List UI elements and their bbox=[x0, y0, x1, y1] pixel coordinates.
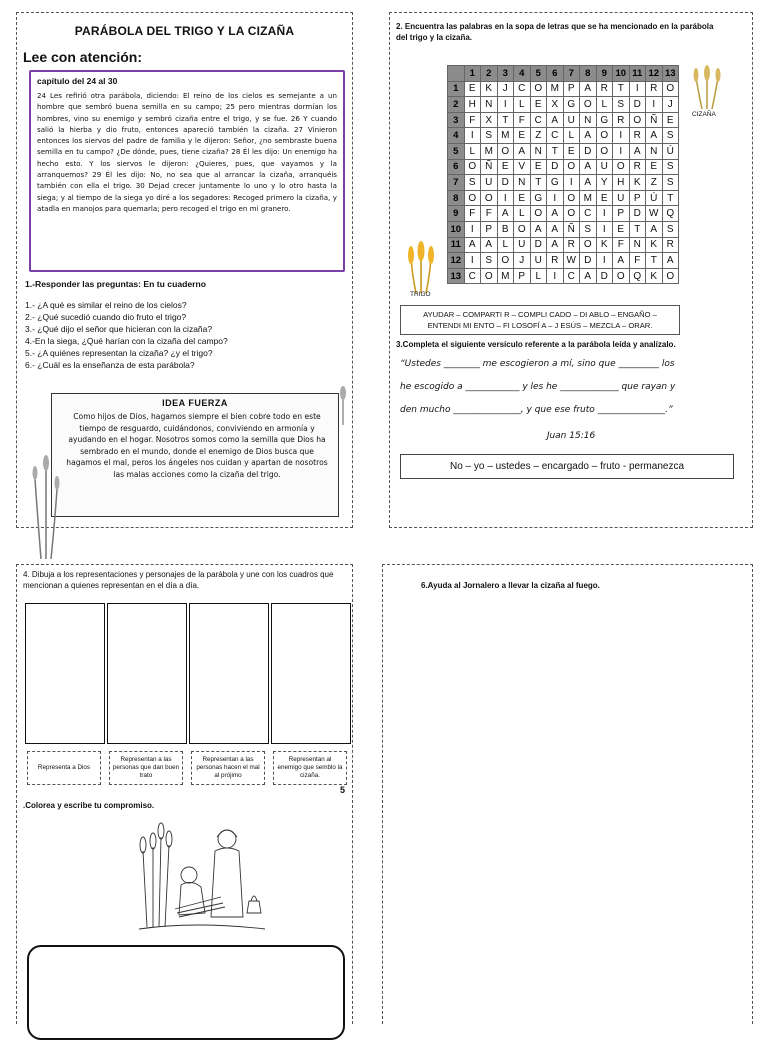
grid-letter-cell[interactable]: A bbox=[580, 175, 597, 191]
drawing-frame[interactable] bbox=[25, 603, 105, 744]
grid-letter-cell[interactable]: K bbox=[646, 268, 663, 284]
grid-letter-cell[interactable]: R bbox=[629, 159, 646, 175]
grid-row bbox=[448, 237, 679, 253]
grid-letter-cell[interactable]: R bbox=[629, 128, 646, 144]
grid-letter-cell[interactable]: F bbox=[613, 237, 630, 253]
grid-letter-cell[interactable]: I bbox=[596, 206, 613, 222]
word-list-box bbox=[400, 305, 680, 335]
grid-letter-cell[interactable]: L bbox=[514, 206, 531, 222]
grid-letter-cell[interactable]: R bbox=[613, 112, 630, 128]
grid-letter-cell[interactable]: O bbox=[613, 268, 630, 284]
grid-letter-cell[interactable]: E bbox=[530, 159, 547, 175]
grid-letter-cell[interactable]: Ñ bbox=[563, 221, 580, 237]
grid-letter-cell[interactable]: C bbox=[547, 128, 564, 144]
grid-letter-cell[interactable]: S bbox=[662, 221, 679, 237]
grid-letter-cell[interactable]: A bbox=[514, 143, 531, 159]
grid-column-header: 10 bbox=[613, 66, 630, 82]
grid-row-header: 4 bbox=[448, 128, 465, 144]
grid-letter-cell[interactable]: A bbox=[580, 128, 597, 144]
grid-letter-cell[interactable]: C bbox=[580, 206, 597, 222]
grid-letter-cell[interactable]: F bbox=[629, 253, 646, 269]
grid-row bbox=[448, 206, 679, 222]
grid-letter-cell[interactable]: N bbox=[481, 97, 498, 113]
grid-letter-cell[interactable]: I bbox=[547, 268, 564, 284]
grid-row bbox=[448, 143, 679, 159]
grid-letter-cell[interactable]: S bbox=[481, 128, 498, 144]
grid-letter-cell[interactable]: O bbox=[464, 190, 481, 206]
grid-letter-cell[interactable]: P bbox=[613, 206, 630, 222]
grid-row bbox=[448, 97, 679, 113]
grid-letter-cell[interactable]: A bbox=[646, 128, 663, 144]
grid-letter-cell[interactable]: A bbox=[613, 253, 630, 269]
grid-letter-cell[interactable]: L bbox=[514, 97, 531, 113]
grid-letter-cell[interactable]: N bbox=[580, 112, 597, 128]
verse-options-box: No – yo – ustedes – encargado – fruto - permanezca bbox=[400, 454, 734, 479]
grid-letter-cell[interactable]: K bbox=[646, 237, 663, 253]
commitment-writing-box[interactable] bbox=[27, 945, 345, 1040]
grid-letter-cell[interactable]: T bbox=[629, 221, 646, 237]
grid-letter-cell[interactable]: D bbox=[596, 268, 613, 284]
grid-row-header: 6 bbox=[448, 159, 465, 175]
grid-letter-cell[interactable]: W bbox=[646, 206, 663, 222]
grid-letter-cell[interactable]: N bbox=[514, 175, 531, 191]
grid-column-header: 8 bbox=[580, 66, 597, 82]
maze-panel bbox=[382, 564, 753, 1024]
grid-letter-cell[interactable]: Q bbox=[629, 268, 646, 284]
grid-letter-cell[interactable]: L bbox=[563, 128, 580, 144]
grid-letter-cell[interactable]: F bbox=[481, 206, 498, 222]
grid-letter-cell[interactable]: I bbox=[613, 128, 630, 144]
page-number: 5 bbox=[340, 785, 346, 795]
grid-letter-cell[interactable]: D bbox=[547, 159, 564, 175]
grid-letter-cell[interactable]: R bbox=[547, 253, 564, 269]
grid-letter-cell[interactable]: O bbox=[629, 112, 646, 128]
grid-letter-cell[interactable]: O bbox=[464, 159, 481, 175]
grid-row bbox=[448, 175, 679, 191]
idea-text: Como hijos de Dios, hagamos siempre el bien cobre todo en este tiempo de resguardo, cuidándonos, conviviendo en armonía y ayudando en el hogar. Nosotros somos como la semilla que Dios ha sembrado en el mundo, donde el enemigo de Dios busca que hagamos el mal, peros los ángeles nos cuidan y apartan de nosotros las malas acciones como la cizaña del trigo. bbox=[66, 412, 328, 479]
grid-letter-cell[interactable]: O bbox=[497, 253, 514, 269]
grid-letter-cell[interactable]: S bbox=[662, 175, 679, 191]
bible-passage-box bbox=[29, 70, 345, 272]
questions-heading: 1.-Responder las preguntas: En tu cuaderno bbox=[25, 279, 206, 289]
question-item: 2.- ¿Qué sucedió cuando dio fruto el trigo? bbox=[25, 312, 187, 322]
grid-letter-cell[interactable]: A bbox=[580, 268, 597, 284]
grid-letter-cell[interactable]: A bbox=[547, 206, 564, 222]
grid-letter-cell[interactable]: I bbox=[646, 97, 663, 113]
grid-letter-cell[interactable]: K bbox=[481, 81, 498, 97]
grid-letter-cell[interactable]: A bbox=[629, 143, 646, 159]
drawing-frame[interactable] bbox=[107, 603, 187, 744]
grid-column-header: 11 bbox=[629, 66, 646, 82]
word-search-panel bbox=[389, 12, 753, 528]
grid-letter-cell[interactable]: M bbox=[481, 143, 498, 159]
grid-letter-cell[interactable]: O bbox=[596, 128, 613, 144]
commitment-instruction: .Colorea y escribe tu compromiso. bbox=[23, 801, 155, 810]
grid-row bbox=[448, 159, 679, 175]
grid-letter-cell[interactable]: E bbox=[662, 112, 679, 128]
verse-line: “Ustedes ________ me escogieron a mí, sino que _________ los bbox=[400, 359, 675, 369]
harvest-scene-illustration bbox=[135, 817, 270, 941]
grid-letter-cell[interactable]: X bbox=[481, 112, 498, 128]
representation-card: Representan a las personas que dan buen trato bbox=[109, 751, 183, 785]
grid-letter-cell[interactable]: O bbox=[662, 268, 679, 284]
grid-letter-cell[interactable]: O bbox=[563, 159, 580, 175]
grid-column-header: 5 bbox=[530, 66, 547, 82]
grid-letter-cell[interactable]: I bbox=[563, 175, 580, 191]
grid-letter-cell[interactable]: O bbox=[563, 190, 580, 206]
grid-letter-cell[interactable]: C bbox=[563, 268, 580, 284]
grid-letter-cell[interactable]: C bbox=[530, 112, 547, 128]
question-item: 3.- ¿Qué dijo el señor que hicieran con la cizaña? bbox=[25, 324, 213, 334]
grid-row-header: 8 bbox=[448, 190, 465, 206]
grid-letter-cell[interactable]: I bbox=[464, 128, 481, 144]
grid-letter-cell[interactable]: O bbox=[481, 268, 498, 284]
grid-letter-cell[interactable]: Ñ bbox=[646, 112, 663, 128]
grid-letter-cell[interactable]: O bbox=[662, 81, 679, 97]
grid-row-header: 3 bbox=[448, 112, 465, 128]
grid-letter-cell[interactable]: B bbox=[497, 221, 514, 237]
grid-letter-cell[interactable]: S bbox=[464, 175, 481, 191]
grid-letter-cell[interactable]: R bbox=[646, 81, 663, 97]
grid-column-header: 3 bbox=[497, 66, 514, 82]
grid-letter-cell[interactable]: O bbox=[514, 221, 531, 237]
grid-letter-cell[interactable]: E bbox=[464, 81, 481, 97]
grid-row bbox=[448, 81, 679, 97]
grid-column-header: 4 bbox=[514, 66, 531, 82]
question-item: 1.- ¿A qué es similar el reino de los cielos? bbox=[25, 300, 187, 310]
grid-letter-cell[interactable]: Z bbox=[530, 128, 547, 144]
drawing-frame[interactable] bbox=[189, 603, 269, 744]
grid-row bbox=[448, 190, 679, 206]
grid-letter-cell[interactable]: R bbox=[662, 237, 679, 253]
wheat-left-icon bbox=[31, 439, 61, 559]
verse-line: he escogido a ____________ y les he _____________ que rayan y bbox=[400, 382, 676, 392]
grid-letter-cell[interactable]: J bbox=[662, 97, 679, 113]
grid-letter-cell[interactable]: G bbox=[596, 112, 613, 128]
grid-letter-cell[interactable]: O bbox=[613, 159, 630, 175]
grid-letter-cell[interactable]: K bbox=[596, 237, 613, 253]
grid-letter-cell[interactable]: U bbox=[596, 159, 613, 175]
grid-letter-cell[interactable]: L bbox=[530, 268, 547, 284]
grid-letter-cell[interactable]: F bbox=[464, 112, 481, 128]
reading-panel bbox=[16, 12, 353, 528]
verse-line: den mucho _______________, y que ese fruto _______________.” bbox=[400, 405, 673, 415]
trigo-label: TRIGO bbox=[410, 291, 431, 298]
grid-row-header: 7 bbox=[448, 175, 465, 191]
grid-letter-cell[interactable]: I bbox=[613, 143, 630, 159]
question-item: 6.- ¿Cuál es la enseñanza de esta parábola? bbox=[25, 360, 195, 370]
grid-row-header: 9 bbox=[448, 206, 465, 222]
grid-letter-cell[interactable]: F bbox=[464, 206, 481, 222]
grid-letter-cell[interactable]: P bbox=[514, 268, 531, 284]
grid-letter-cell[interactable]: O bbox=[530, 81, 547, 97]
grid-letter-cell[interactable]: S bbox=[481, 253, 498, 269]
grid-letter-cell[interactable]: O bbox=[497, 143, 514, 159]
grid-letter-cell[interactable]: T bbox=[646, 253, 663, 269]
cizana-label: CIZAÑA bbox=[692, 111, 716, 118]
grid-letter-cell[interactable]: Ñ bbox=[481, 159, 498, 175]
maze-instruction: 6.Ayuda al Jornalero a llevar la cizaña al fuego. bbox=[421, 581, 600, 590]
grid-letter-cell[interactable]: E bbox=[646, 159, 663, 175]
grid-row bbox=[448, 253, 679, 269]
grid-letter-cell[interactable]: O bbox=[563, 206, 580, 222]
grid-corner bbox=[448, 66, 465, 82]
question-item: 4.-En la siega, ¿Qué harían con la cizaña del campo? bbox=[25, 336, 228, 346]
idea-title: IDEA FUERZA bbox=[162, 398, 228, 408]
read-heading: Lee con atención: bbox=[23, 49, 143, 65]
verse-reference: Juan 15:16 bbox=[546, 431, 596, 441]
page-title: PARÁBOLA DEL TRIGO Y LA CIZAÑA bbox=[74, 24, 295, 38]
grid-column-header: 6 bbox=[547, 66, 564, 82]
representation-card: Representan a las personas hacen el mal al prójimo bbox=[191, 751, 265, 785]
grid-letter-cell[interactable]: A bbox=[580, 159, 597, 175]
grid-letter-cell[interactable]: E bbox=[530, 97, 547, 113]
cizana-plant-icon bbox=[690, 65, 724, 109]
representation-cards bbox=[27, 751, 347, 789]
grid-letter-cell[interactable]: D bbox=[530, 237, 547, 253]
grid-letter-cell[interactable]: A bbox=[547, 112, 564, 128]
grid-column-header: 1 bbox=[464, 66, 481, 82]
grid-letter-cell[interactable]: X bbox=[547, 97, 564, 113]
verse-instruction: 3.Completa el siguiente versículo referente a la parábola leída y analízalo. bbox=[396, 340, 676, 349]
grid-row-header: 13 bbox=[448, 268, 465, 284]
grid-letter-cell[interactable]: O bbox=[481, 190, 498, 206]
grid-letter-cell[interactable]: A bbox=[580, 81, 597, 97]
grid-row-header: 11 bbox=[448, 237, 465, 253]
grid-letter-cell[interactable]: M bbox=[497, 268, 514, 284]
grid-letter-cell[interactable]: U bbox=[613, 190, 630, 206]
word-search-grid bbox=[447, 65, 679, 284]
grid-column-header: 2 bbox=[481, 66, 498, 82]
grid-letter-cell[interactable]: E bbox=[563, 143, 580, 159]
drawing-frames bbox=[25, 603, 351, 744]
question-item: 5.- ¿A quiénes representan la cizaña? ¿y el trigo? bbox=[25, 348, 213, 358]
grid-letter-cell[interactable]: D bbox=[497, 175, 514, 191]
grid-letter-cell[interactable]: J bbox=[497, 81, 514, 97]
grid-letter-cell[interactable]: L bbox=[596, 97, 613, 113]
grid-letter-cell[interactable]: Ú bbox=[662, 143, 679, 159]
grid-column-header: 7 bbox=[563, 66, 580, 82]
grid-letter-cell[interactable]: M bbox=[547, 81, 564, 97]
grid-letter-cell[interactable]: P bbox=[481, 221, 498, 237]
grid-letter-cell[interactable]: U bbox=[514, 237, 531, 253]
grid-letter-cell[interactable]: W bbox=[563, 253, 580, 269]
grid-letter-cell[interactable]: E bbox=[596, 190, 613, 206]
grid-row bbox=[448, 221, 679, 237]
grid-letter-cell[interactable]: I bbox=[464, 253, 481, 269]
grid-letter-cell[interactable]: U bbox=[563, 112, 580, 128]
grid-row bbox=[448, 112, 679, 128]
word-search-instruction: 2. Encuentra las palabras en la sopa de letras que se ha mencionado en la parábola del trigo y la cizaña. bbox=[396, 22, 714, 42]
idea-fuerza-box bbox=[45, 389, 345, 523]
grid-letter-cell[interactable]: C bbox=[464, 268, 481, 284]
grid-letter-cell[interactable]: M bbox=[580, 190, 597, 206]
grid-letter-cell[interactable]: T bbox=[662, 190, 679, 206]
grid-row bbox=[448, 128, 679, 144]
grid-letter-cell[interactable]: A bbox=[662, 253, 679, 269]
grid-letter-cell[interactable]: H bbox=[464, 97, 481, 113]
grid-letter-cell[interactable]: Ú bbox=[646, 190, 663, 206]
grid-letter-cell[interactable]: G bbox=[530, 190, 547, 206]
drawing-instruction: 4. Dibuja a los representaciones y personajes de la parábola y une con los cuadros que mencionan a quienes representan en el día a día. bbox=[23, 570, 334, 590]
grid-letter-cell[interactable]: A bbox=[530, 221, 547, 237]
grid-letter-cell[interactable]: E bbox=[514, 128, 531, 144]
chapter-label: capítulo del 24 al 30 bbox=[37, 76, 118, 86]
grid-letter-cell[interactable]: G bbox=[547, 175, 564, 191]
grid-letter-cell[interactable]: K bbox=[629, 175, 646, 191]
grid-letter-cell[interactable]: S bbox=[613, 97, 630, 113]
grid-letter-cell[interactable]: N bbox=[530, 143, 547, 159]
grid-letter-cell[interactable]: H bbox=[613, 175, 630, 191]
grid-letter-cell[interactable]: P bbox=[629, 190, 646, 206]
grid-letter-cell[interactable]: A bbox=[646, 221, 663, 237]
grid-letter-cell[interactable]: G bbox=[563, 97, 580, 113]
grid-column-header: 12 bbox=[646, 66, 663, 82]
grid-letter-cell[interactable]: I bbox=[547, 190, 564, 206]
grid-letter-cell[interactable]: C bbox=[514, 81, 531, 97]
grid-row-header: 10 bbox=[448, 221, 465, 237]
grid-letter-cell[interactable]: D bbox=[629, 97, 646, 113]
drawing-panel bbox=[16, 564, 353, 1024]
grid-letter-cell[interactable]: L bbox=[464, 143, 481, 159]
grid-letter-cell[interactable]: R bbox=[563, 237, 580, 253]
grid-column-header: 9 bbox=[596, 66, 613, 82]
grid-letter-cell[interactable]: N bbox=[629, 237, 646, 253]
grid-letter-cell[interactable]: E bbox=[497, 159, 514, 175]
grid-letter-cell[interactable]: O bbox=[530, 206, 547, 222]
grid-row-header: 5 bbox=[448, 143, 465, 159]
grid-letter-cell[interactable]: Z bbox=[646, 175, 663, 191]
grid-row-header: 12 bbox=[448, 253, 465, 269]
grid-letter-cell[interactable]: F bbox=[514, 112, 531, 128]
grid-letter-cell[interactable]: S bbox=[580, 221, 597, 237]
grid-letter-cell[interactable]: N bbox=[646, 143, 663, 159]
grid-letter-cell[interactable]: A bbox=[481, 237, 498, 253]
grid-letter-cell[interactable]: M bbox=[497, 128, 514, 144]
grid-letter-cell[interactable]: I bbox=[596, 221, 613, 237]
grid-letter-cell[interactable]: I bbox=[629, 81, 646, 97]
grid-letter-cell[interactable]: T bbox=[497, 112, 514, 128]
grid-letter-cell[interactable]: D bbox=[629, 206, 646, 222]
grid-letter-cell[interactable]: E bbox=[514, 190, 531, 206]
grid-letter-cell[interactable]: S bbox=[662, 128, 679, 144]
grid-letter-cell[interactable]: T bbox=[547, 143, 564, 159]
grid-letter-cell[interactable]: T bbox=[530, 175, 547, 191]
grid-letter-cell[interactable]: I bbox=[464, 221, 481, 237]
bible-passage: 24 Les refirió otra parábola, diciendo: El reino de los cielos es semejante a un hombre que sembró buena semilla en su campo; 25 pero mientras dormían los hombres, vino su enemigo y sembró cizaña entre el trigo, y se fue. 26 Y cuando salió la hierba y dio fruto, entonces apareció también la cizaña. 27 Vinieron entonces los siervos del padre de familia y le dijeron: Señor, ¿no sembraste buena semilla en tu campo? ¿De dónde, pues, tiene cizaña? 28 Él les dijo: Un enemigo ha hecho esto. Y los siervos le dijeron: ¿Quieres, pues, que vayamos y la arranquemos? 29 Él les dijo: No, no sea que al arrancar la cizaña, arranquéis también con ella el trigo. 30 Dejad crecer juntamente lo uno y lo otro hasta la siega; y al tiempo de la siega yo diré a los segadores: Recoged primero la cizaña, y atadla en manojos para quemarla; pero recoged el trigo en mi granero. bbox=[37, 91, 337, 213]
trigo-plant-icon bbox=[406, 239, 436, 293]
grid-letter-cell[interactable]: P bbox=[563, 81, 580, 97]
grid-column-header: 13 bbox=[662, 66, 679, 82]
question-list bbox=[25, 299, 228, 371]
grid-letter-cell[interactable]: Q bbox=[662, 206, 679, 222]
grid-letter-cell[interactable]: L bbox=[497, 237, 514, 253]
grid-letter-cell[interactable]: D bbox=[580, 253, 597, 269]
grid-row bbox=[448, 268, 679, 284]
grid-letter-cell[interactable]: J bbox=[514, 253, 531, 269]
grid-row-header: 2 bbox=[448, 97, 465, 113]
grid-letter-cell[interactable]: V bbox=[514, 159, 531, 175]
grid-letter-cell[interactable]: O bbox=[596, 143, 613, 159]
grid-row-header: 1 bbox=[448, 81, 465, 97]
word-list-line: AYUDAR – COMPARTI R – COMPLI CADO – DI ABLO – ENGAÑO – bbox=[423, 310, 657, 319]
grid-letter-cell[interactable]: D bbox=[580, 143, 597, 159]
grid-letter-cell[interactable]: A bbox=[497, 206, 514, 222]
grid-letter-cell[interactable]: R bbox=[596, 81, 613, 97]
grid-letter-cell[interactable]: T bbox=[613, 81, 630, 97]
grid-letter-cell[interactable]: E bbox=[613, 221, 630, 237]
grid-letter-cell[interactable]: U bbox=[481, 175, 498, 191]
grid-letter-cell[interactable]: O bbox=[580, 97, 597, 113]
grid-letter-cell[interactable]: U bbox=[530, 253, 547, 269]
grid-letter-cell[interactable]: A bbox=[464, 237, 481, 253]
grid-letter-cell[interactable]: I bbox=[497, 97, 514, 113]
grid-letter-cell[interactable]: Y bbox=[596, 175, 613, 191]
grid-letter-cell[interactable]: A bbox=[547, 237, 564, 253]
grid-letter-cell[interactable]: O bbox=[580, 237, 597, 253]
word-list-line: ENTENDI MI ENTO – FI LOSOFÍ A – J ESÚS – MEZCLA – ORAR. bbox=[427, 321, 653, 330]
representation-card: Representan al enemigo que semblo la cizaña. bbox=[273, 751, 347, 785]
grid-letter-cell[interactable]: I bbox=[596, 253, 613, 269]
grid-letter-cell[interactable]: S bbox=[662, 159, 679, 175]
drawing-frame[interactable] bbox=[271, 603, 351, 744]
representation-card: Representa a Dios bbox=[27, 751, 101, 785]
grid-letter-cell[interactable]: I bbox=[497, 190, 514, 206]
grid-letter-cell[interactable]: A bbox=[547, 221, 564, 237]
